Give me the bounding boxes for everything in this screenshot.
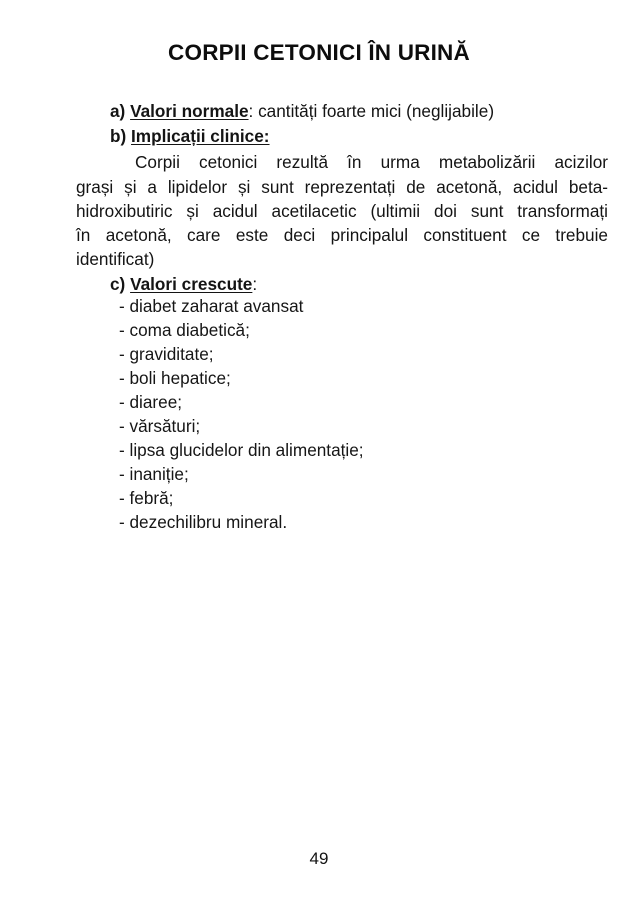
list-item: - lipsa glucidelor din alimentație; xyxy=(119,440,364,460)
section-a-text: cantități foarte mici (neglijabile) xyxy=(253,101,495,121)
page-title: CORPII CETONICI ÎN URINĂ xyxy=(168,40,470,65)
section-c-colon: : xyxy=(252,274,258,294)
list-item: - boli hepatice; xyxy=(119,368,231,388)
list-item: - coma diabetică; xyxy=(119,320,250,340)
section-a-line xyxy=(110,101,494,121)
paragraph-line-2: grași și a lipidelor și sunt reprezentați de acetonă, acidul beta- xyxy=(76,177,608,197)
paragraph-line-3: hidroxibutiric și acidul acetilacetic (ultimii doi sunt transformați xyxy=(76,201,608,221)
list-item: - febră; xyxy=(119,488,174,508)
list-item: - diaree; xyxy=(119,392,183,412)
section-c-prefix: c) xyxy=(110,274,126,294)
list-item: - inaniție; xyxy=(119,464,189,484)
page-number: 49 xyxy=(309,849,329,868)
section-a-label: Valori normale xyxy=(130,101,249,121)
section-b-label: Implicații clinice: xyxy=(131,126,270,146)
section-c-line xyxy=(110,274,257,294)
paragraph-line-5: identificat) xyxy=(76,249,155,269)
section-a-colon: : xyxy=(248,101,254,121)
list-item: - graviditate; xyxy=(119,344,214,364)
list-item: - vărsături; xyxy=(119,416,201,436)
list-item: - dezechilibru mineral. xyxy=(119,512,288,532)
section-c-label: Valori crescute xyxy=(130,274,253,294)
section-b-line xyxy=(110,126,270,146)
section-b-prefix: b) xyxy=(110,126,127,146)
paragraph-line-1: Corpii cetonici rezultă în urma metabolizării acizilor xyxy=(135,152,608,172)
section-a-prefix: a) xyxy=(110,101,126,121)
paragraph-line-4: în acetonă, care este deci principalul constituent ce trebuie xyxy=(76,225,608,245)
list-item: - diabet zaharat avansat xyxy=(119,296,304,316)
